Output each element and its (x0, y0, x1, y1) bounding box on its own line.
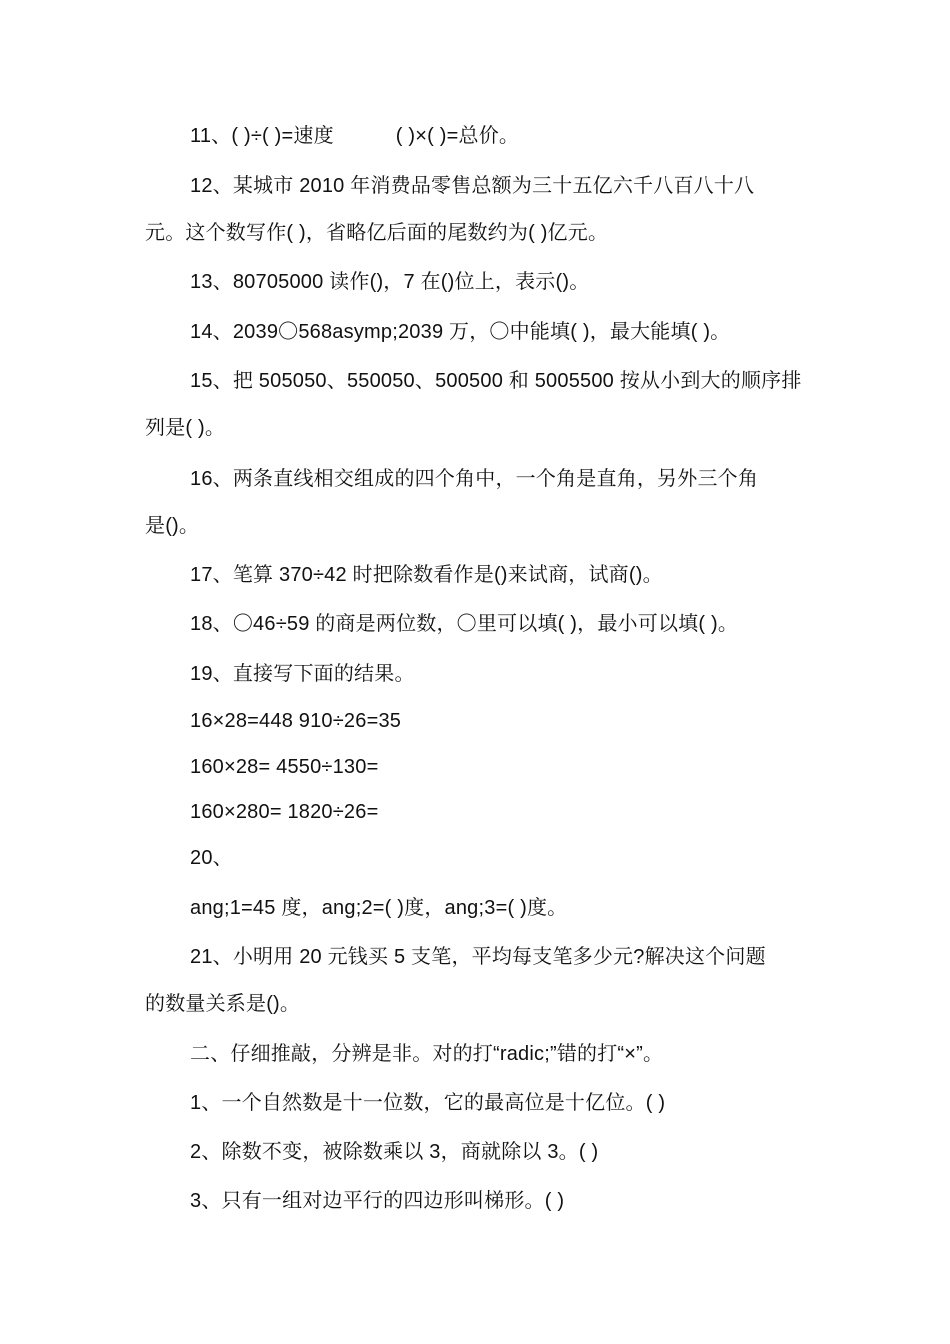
true-false-item-1: 1、一个自然数是十一位数，它的最高位是十亿位。( ) (190, 1092, 666, 1114)
question-11-total-price: ( )×( )=总价。 (395, 125, 520, 147)
question-11-speed: 11、( )÷( )=速度 (190, 125, 334, 147)
question-12-line-2: 元。这个数写作( )，省略亿后面的尾数约为( )亿元。 (145, 222, 609, 244)
question-19: 19、直接写下面的结果。 (190, 663, 415, 685)
question-18: 18、〇46÷59 的商是两位数，〇里可以填( )，最小可以填( )。 (190, 613, 739, 635)
calculation-line-2: 160×28= 4550÷130= (190, 756, 379, 778)
question-21-line-2: 的数量关系是()。 (145, 993, 301, 1015)
question-17: 17、笔算 370÷42 时把除数看作是()来试商，试商()。 (190, 564, 663, 586)
true-false-item-2: 2、除数不变，被除数乘以 3，商就除以 3。( ) (190, 1141, 599, 1163)
calculation-line-1: 16×28=448 910÷26=35 (190, 710, 402, 732)
question-16-line-1: 16、两条直线相交组成的四个角中，一个角是直角，另外三个角 (190, 468, 759, 490)
question-15-line-2: 列是( )。 (145, 417, 226, 439)
calculation-line-3: 160×280= 1820÷26= (190, 801, 379, 823)
question-16-line-2: 是()。 (145, 515, 200, 537)
question-20: 20、 (190, 847, 233, 869)
question-14: 14、2039〇568asymp;2039 万，〇中能填( )，最大能填( )。 (190, 321, 731, 343)
true-false-item-3: 3、只有一组对边平行的四边形叫梯形。( ) (190, 1190, 565, 1212)
section-2-heading: 二、仔细推敲，分辨是非。对的打“radic;”错的打“×”。 (190, 1043, 664, 1065)
question-11-line (190, 122, 519, 150)
question-21-line-1: 21、小明用 20 元钱买 5 支笔，平均每支笔多少元?解决这个问题 (190, 946, 766, 968)
question-20-angles: ang;1=45 度，ang;2=( )度，ang;3=( )度。 (190, 897, 568, 919)
question-13: 13、80705000 读作()，7 在()位上，表示()。 (190, 271, 590, 293)
question-15-line-1: 15、把 505050、550050、500500 和 5005500 按从小到大的顺序排 (190, 370, 802, 392)
question-12-line-1: 12、某城市 2010 年消费品零售总额为三十五亿六千八百八十八 (190, 175, 755, 197)
